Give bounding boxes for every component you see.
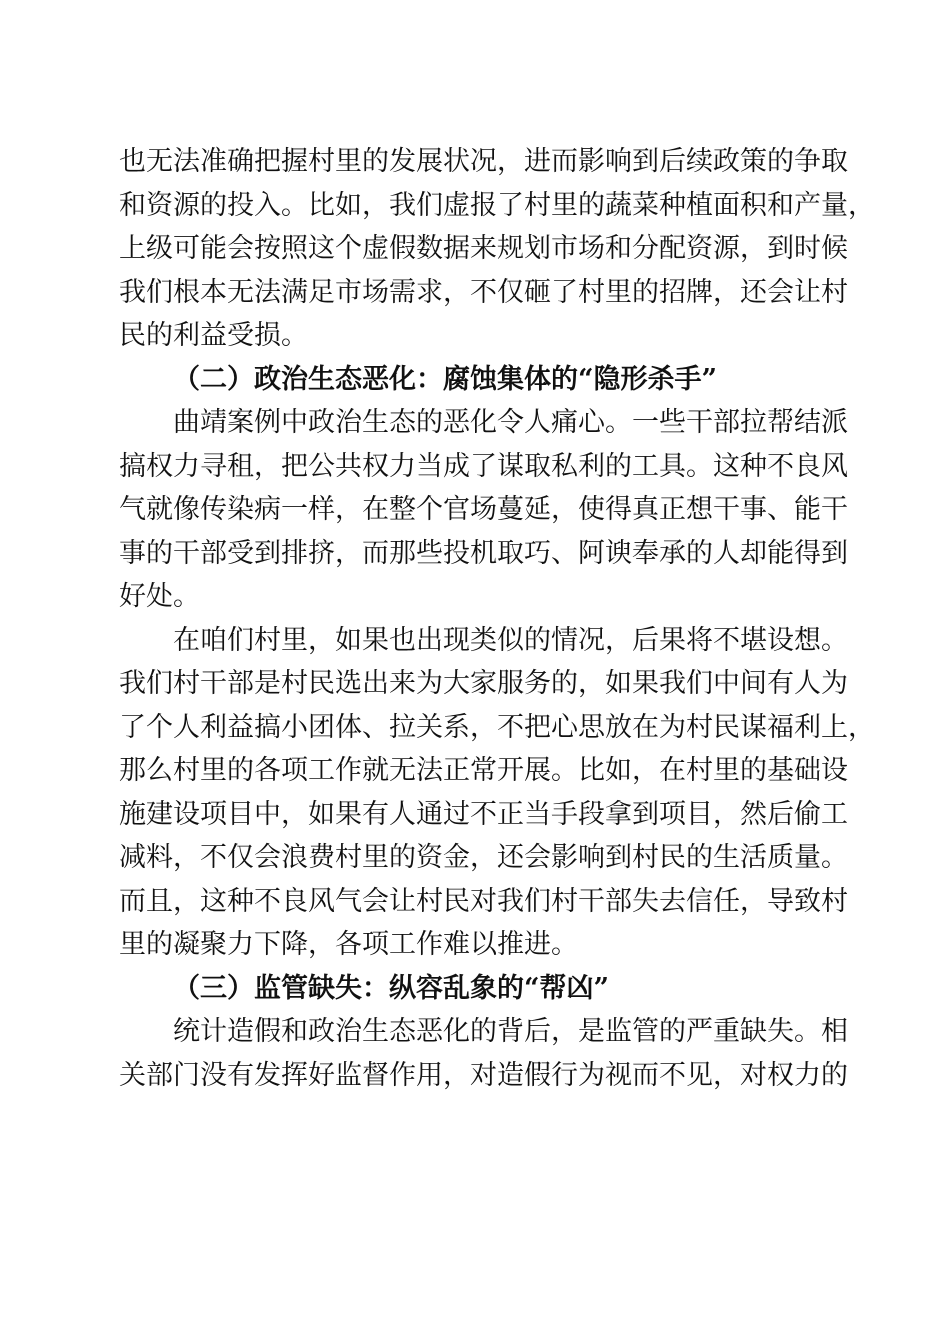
document-body [119,140,875,1097]
text-line: 施建设项目中，如果有人通过不正当手段拿到项目，然后偷工 [119,798,848,830]
text-line: 好处。 [119,581,200,612]
text-line: 我们村干部是村民选出来为大家服务的，如果我们中间有人为 [119,668,848,699]
text-line: 统计造假和政治生态恶化的背后，是监管的严重缺失。相 [173,1016,848,1047]
text-line: 在咱们村里，如果也出现类似的情况，后果将不堪设想。 [173,624,848,656]
text-line: 也无法准确把握村里的发展状况，进而影响到后续政策的争取 [119,146,848,177]
text-line: 搞权力寻租，把公共权力当成了谋取私利的工具。这种不良风 [119,450,848,482]
section-heading-3: （三）监管缺失：纵容乱象的“帮凶” [173,972,610,1004]
text-line: 而且，这种不良风气会让村民对我们村干部失去信任，导致村 [119,885,848,917]
section-heading-2: （二）政治生态恶化：腐蚀集体的“隐形杀手” [173,363,718,395]
text-line: 我们根本无法满足市场需求，不仅砸了村里的招牌，还会让村 [119,276,848,308]
text-line: 里的凝聚力下降，各项工作难以推进。 [119,929,578,960]
text-line: 那么村里的各项工作就无法正常开展。比如，在村里的基础设 [119,755,848,786]
text-line: 曲靖案例中政治生态的恶化令人痛心。一些干部拉帮结派 [173,407,848,438]
text-line: 民的利益受损。 [119,320,308,351]
text-line: 减料，不仅会浪费村里的资金，还会影响到村民的生活质量。 [119,842,848,873]
text-line: 关部门没有发挥好监督作用，对造假行为视而不见，对权力的 [119,1059,848,1091]
text-line: 气就像传染病一样，在整个官场蔓延，使得真正想干事、能干 [119,494,848,525]
text-line: 事的干部受到排挤，而那些投机取巧、阿谀奉承的人却能得到 [119,537,848,569]
text-line: 和资源的投入。比如，我们虚报了村里的蔬菜种植面积和产量， [119,189,875,221]
text-line: 上级可能会按照这个虚假数据来规划市场和分配资源，到时候 [119,233,848,264]
text-line: 了个人利益搞小团体、拉关系，不把心思放在为村民谋福利上， [119,711,875,743]
